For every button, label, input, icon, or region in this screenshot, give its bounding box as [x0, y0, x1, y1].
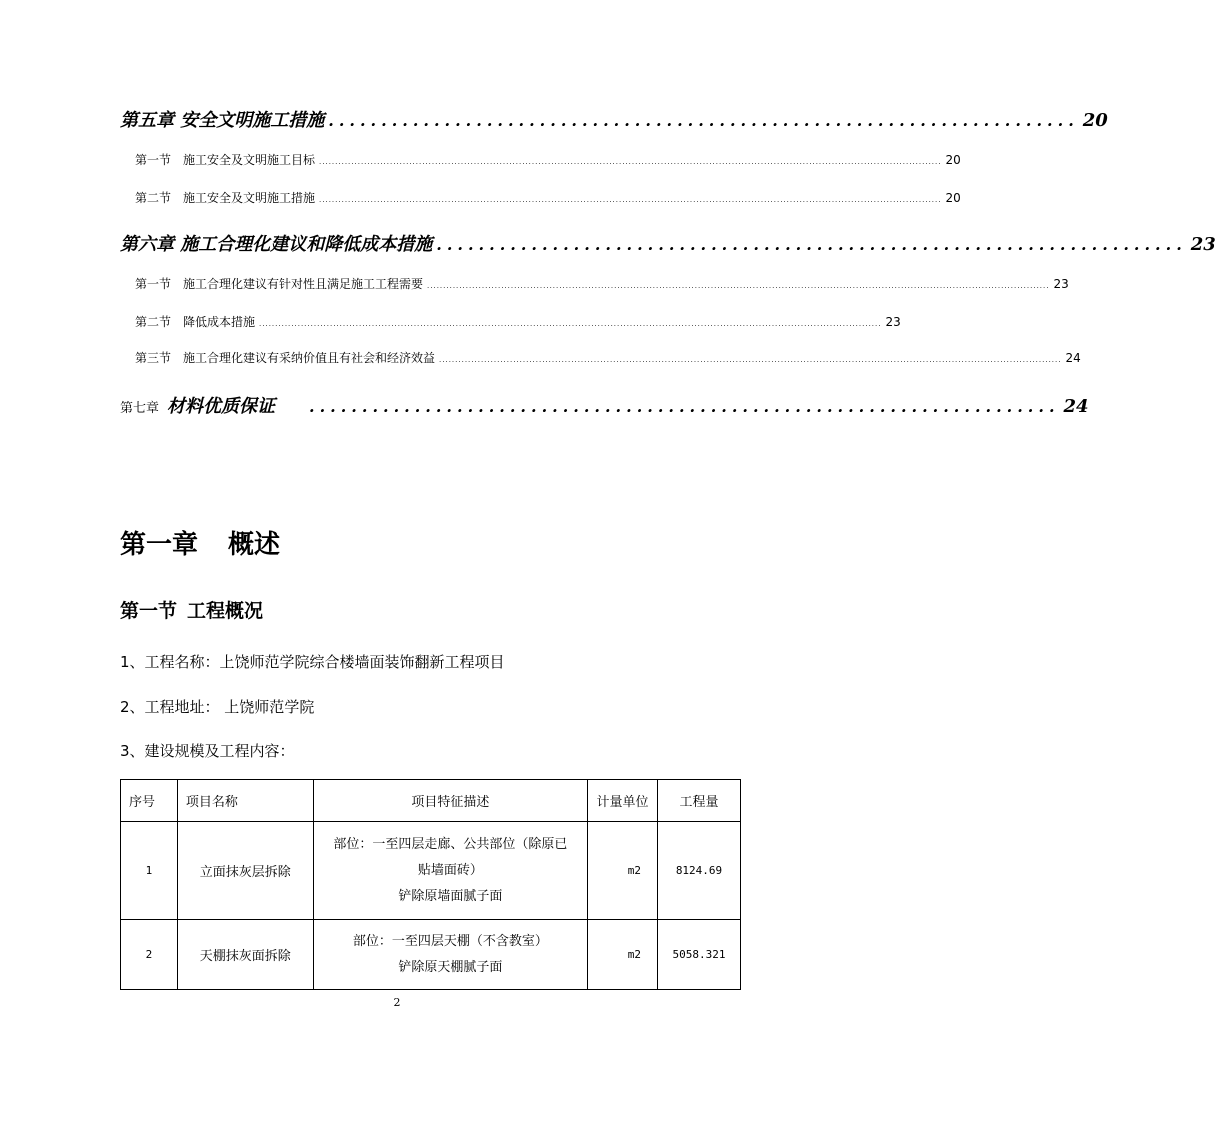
- section-heading: [120, 596, 263, 623]
- table-header-row: [121, 780, 741, 822]
- toc-chapter-7[interactable]: [120, 392, 1089, 418]
- toc-section-num: 第二节: [135, 191, 172, 205]
- toc-leader-dots: .................................................................................................................................................................................................: [259, 320, 882, 328]
- toc-chapter-prefix: 第七章: [120, 401, 160, 416]
- toc-leader-dots: .................................................................................................................................................................................................: [319, 158, 942, 166]
- page-number: 2: [393, 996, 401, 1009]
- row-desc: [313, 822, 587, 920]
- row-name: 立面抹灰层拆除: [177, 822, 313, 920]
- toc-section-6-2[interactable]: [135, 313, 901, 330]
- row-qty: 8124.69: [658, 822, 741, 920]
- row-desc-line: 铲除原墙面腻子面: [398, 888, 503, 904]
- toc-chapter-title: 第五章 安全文明施工措施: [120, 110, 325, 131]
- row-unit: m2: [588, 822, 658, 920]
- toc-leader-dots: .................................................................................................................................................................................................: [427, 282, 1050, 290]
- row-unit: m2: [588, 920, 658, 990]
- row-no: 2: [121, 920, 178, 990]
- work-table: [120, 779, 741, 990]
- table-row: [121, 822, 741, 920]
- toc-chapter-title: 第六章 施工合理化建议和降低成本措施: [120, 234, 433, 255]
- toc-section-6-1[interactable]: [135, 275, 1069, 292]
- toc-page-number: 20: [945, 191, 961, 205]
- toc-section-num: 第一节: [135, 153, 172, 167]
- toc-section-title: 施工安全及文明施工措施: [183, 191, 316, 205]
- chapter-title: 概述: [228, 530, 281, 560]
- toc-section-title: 施工合理化建议有采纳价值且有社会和经济效益: [183, 351, 436, 365]
- toc-section-num: 第一节: [135, 277, 172, 291]
- toc-page-number: 20: [1082, 110, 1108, 131]
- toc-section-num: 第三节: [135, 351, 172, 365]
- toc-page-number: 24: [1063, 396, 1089, 417]
- row-desc-line: 部位：一至四层走廊、公共部位（除原已: [333, 836, 568, 852]
- toc-leader-dots: .................................................................................................................................................................................................: [439, 356, 1062, 364]
- toc-chapter-title: 材料优质保证: [167, 396, 276, 417]
- row-qty: 5058.321: [658, 920, 741, 990]
- toc-section-title: 降低成本措施: [183, 315, 256, 329]
- project-scope: 3、建设规模及工程内容：: [120, 742, 295, 760]
- toc-leader-dots: .......................................................................: [309, 397, 1060, 416]
- toc-page-number: 24: [1065, 351, 1081, 365]
- table-header-cell: 项目特征描述: [313, 780, 587, 822]
- toc-section-6-3[interactable]: [135, 349, 1081, 366]
- section-num: 第一节: [120, 600, 178, 622]
- project-address: 2、工程地址： 上饶师范学院: [120, 698, 315, 716]
- toc-section-title: 施工合理化建议有针对性且满足施工工程需要: [183, 277, 424, 291]
- row-no: 1: [121, 822, 178, 920]
- toc-chapter-5[interactable]: [120, 106, 1108, 132]
- table-header-cell: 项目名称: [177, 780, 313, 822]
- row-desc-line: 部位：一至四层天棚（不含教室）: [352, 933, 548, 949]
- toc-section-title: 施工安全及文明施工目标: [183, 153, 316, 167]
- toc-leader-dots: .......................................................................: [328, 111, 1079, 130]
- chapter-num: 第一章: [120, 530, 199, 560]
- table-header-cell: 序号: [121, 780, 178, 822]
- table-header-cell: 工程量: [658, 780, 741, 822]
- table-header-cell: 计量单位: [588, 780, 658, 822]
- table-row: [121, 920, 741, 990]
- row-name: 天棚抹灰面拆除: [177, 920, 313, 990]
- toc-chapter-6[interactable]: [120, 230, 1216, 256]
- toc-section-5-2[interactable]: [135, 189, 961, 206]
- project-name: 1、工程名称：上饶师范学院综合楼墙面装饰翻新工程项目: [120, 653, 505, 671]
- section-title: 工程概况: [187, 600, 264, 622]
- toc-page-number: 20: [945, 153, 961, 167]
- toc-page-number: 23: [885, 315, 901, 329]
- toc-section-num: 第二节: [135, 315, 172, 329]
- toc-leader-dots: .................................................................................................................................................................................................: [319, 196, 942, 204]
- toc-page-number: 23: [1053, 277, 1069, 291]
- row-desc: [313, 920, 587, 990]
- toc-page-number: 23: [1190, 234, 1216, 255]
- chapter-heading: [120, 524, 280, 561]
- row-desc-line: 贴墙面砖）: [417, 862, 483, 878]
- toc-section-5-1[interactable]: [135, 151, 961, 168]
- row-desc-line: 铲除原天棚腻子面: [398, 959, 503, 975]
- toc-leader-dots: .......................................................................: [436, 235, 1187, 254]
